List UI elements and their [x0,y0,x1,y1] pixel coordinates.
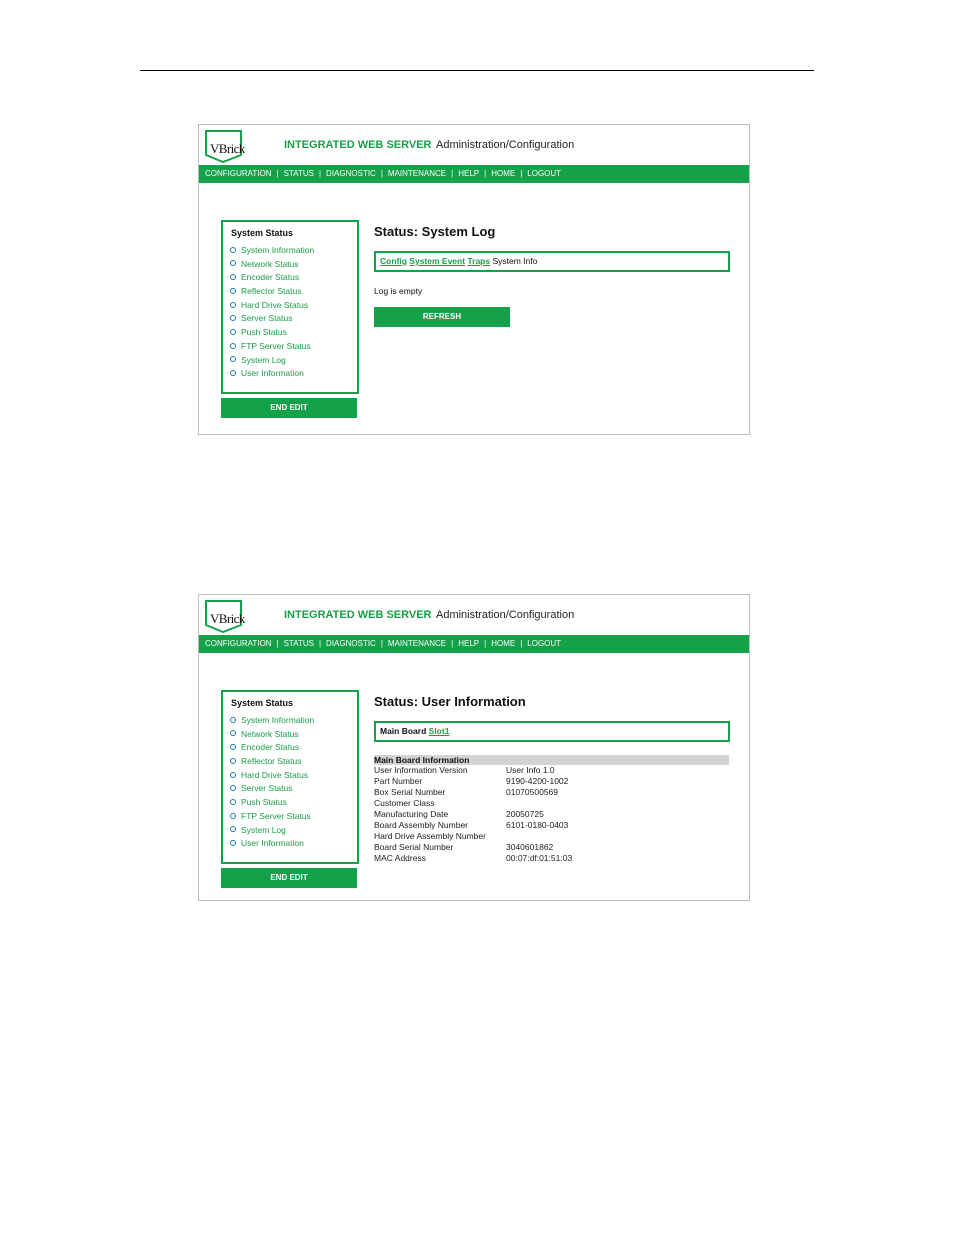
sidebar-item-user-information[interactable]: User Information [230,837,314,851]
bullet-icon [230,758,236,764]
table-row: Board Assembly Number 6101-0180-0403 [374,820,569,830]
table-row: MAC Address 00:07:df:01:51:03 [374,853,573,863]
nav-separator: | [318,169,322,178]
bullet-icon [230,302,236,308]
sidebar-item-system-log[interactable]: System Log [230,824,314,838]
sidebar-item-reflector-status[interactable]: Reflector Status [230,285,314,299]
board-tabs [374,721,730,742]
sidebar-item-encoder-status[interactable]: Encoder Status [230,271,314,285]
sidebar-item-system-information[interactable]: System Information [230,244,314,258]
sidebar-system-status [221,690,359,864]
page-title: Status: System Log [374,224,496,239]
page-title: Status: User Information [374,694,526,709]
nav-separator: | [276,169,279,178]
sidebar-item-hard-drive-status[interactable]: Hard Drive Status [230,769,314,783]
table-row: Hard Drive Assembly Number [374,831,486,841]
main-board-info-table [374,755,729,864]
bullet-icon [230,772,236,778]
end-edit-button[interactable]: END EDIT [221,398,357,418]
tab-config[interactable]: Config [380,256,407,266]
table-row: Board Serial Number 3040601862 [374,842,554,852]
sidebar-item-system-information[interactable]: System Information [230,714,314,728]
page-top-rule [140,70,814,71]
sidebar-item-server-status[interactable]: Server Status [230,312,314,326]
bullet-icon [230,343,236,349]
sidebar-title: System Status [231,228,294,238]
bullet-icon [230,288,236,294]
nav-status[interactable]: STATUS [283,639,314,648]
bullet-icon [230,260,236,266]
bullet-icon [230,717,236,723]
bullet-icon [230,247,236,253]
screenshot-system-log [198,124,750,435]
nav-separator: | [380,639,383,648]
nav-logout[interactable]: LOGOUT [527,169,562,178]
top-nav [199,165,749,183]
sidebar-item-push-status[interactable]: Push Status [230,796,314,810]
header-subtitle: Administration/Configuration [436,609,575,621]
nav-separator: | [520,639,523,648]
nav-status[interactable]: STATUS [283,169,314,178]
nav-home[interactable]: HOME [491,639,516,648]
nav-separator: | [318,639,322,648]
sidebar-item-push-status[interactable]: Push Status [230,326,314,340]
bullet-icon [230,826,236,832]
sidebar-item-network-status[interactable]: Network Status [230,728,314,742]
end-edit-button[interactable]: END EDIT [221,868,357,888]
header-title: INTEGRATED WEB SERVER [284,609,432,621]
nav-home[interactable]: HOME [491,169,516,178]
nav-separator: | [484,639,487,648]
nav-diagnostic[interactable]: DIAGNOSTIC [326,639,376,648]
sidebar-system-status [221,220,359,394]
header [199,595,749,635]
vbrick-logo [205,599,249,633]
log-tabs [374,251,730,272]
nav-separator: | [451,639,454,648]
sidebar-item-server-status[interactable]: Server Status [230,782,314,796]
refresh-button[interactable]: REFRESH [374,307,510,327]
bullet-icon [230,744,236,750]
bullet-icon [230,730,236,736]
sidebar-title: System Status [231,698,294,708]
tab-system-info: System Info [492,256,538,266]
bullet-icon [230,329,236,335]
nav-separator: | [276,639,279,648]
bullet-icon [230,799,236,805]
nav-configuration[interactable]: CONFIGURATION [205,639,272,648]
vbrick-logo [205,129,249,163]
tab-slot1[interactable]: Slot1 [428,726,450,736]
sidebar-item-ftp-server-status[interactable]: FTP Server Status [230,810,314,824]
table-header: Main Board Information [374,755,729,765]
sidebar-item-user-information[interactable]: User Information [230,367,314,381]
sidebar-item-network-status[interactable]: Network Status [230,258,314,272]
tab-system-event[interactable]: System Event [409,256,466,266]
nav-help[interactable]: HELP [458,639,480,648]
sidebar-item-hard-drive-status[interactable]: Hard Drive Status [230,299,314,313]
nav-maintenance[interactable]: MAINTENANCE [387,639,447,648]
sidebar-item-ftp-server-status[interactable]: FTP Server Status [230,340,314,354]
nav-maintenance[interactable]: MAINTENANCE [387,169,447,178]
nav-separator: | [520,169,523,178]
tab-main-board: Main Board [380,726,427,736]
sidebar-item-reflector-status[interactable]: Reflector Status [230,755,314,769]
sidebar-item-system-log[interactable]: System Log [230,354,314,368]
nav-separator: | [484,169,487,178]
logo-text: VBrick [210,611,245,626]
header-subtitle: Administration/Configuration [436,139,575,151]
bullet-icon [230,785,236,791]
tab-traps[interactable]: Traps [467,256,491,266]
nav-configuration[interactable]: CONFIGURATION [205,169,272,178]
logo-text: VBrick [210,141,245,156]
table-row: Box Serial Number 01070500569 [374,787,559,797]
header [199,125,749,165]
nav-separator: | [380,169,383,178]
nav-diagnostic[interactable]: DIAGNOSTIC [326,169,376,178]
bullet-icon [230,274,236,280]
table-row: Customer Class [374,798,435,808]
table-row: Manufacturing Date 20050725 [374,809,544,819]
nav-separator: | [451,169,454,178]
table-row: Part Number 9190-4200-1002 [374,776,569,786]
bullet-icon [230,840,236,846]
header-title: INTEGRATED WEB SERVER [284,139,432,151]
screenshot-user-information [198,594,750,901]
nav-logout[interactable]: LOGOUT [527,639,562,648]
nav-help[interactable]: HELP [458,169,480,178]
top-nav [199,635,749,653]
bullet-icon [230,370,236,376]
table-row: User Information Version User Info 1.0 [374,765,555,775]
bullet-icon [230,315,236,321]
bullet-icon [230,356,236,362]
log-message: Log is empty [374,286,423,296]
sidebar-item-encoder-status[interactable]: Encoder Status [230,741,314,755]
bullet-icon [230,813,236,819]
